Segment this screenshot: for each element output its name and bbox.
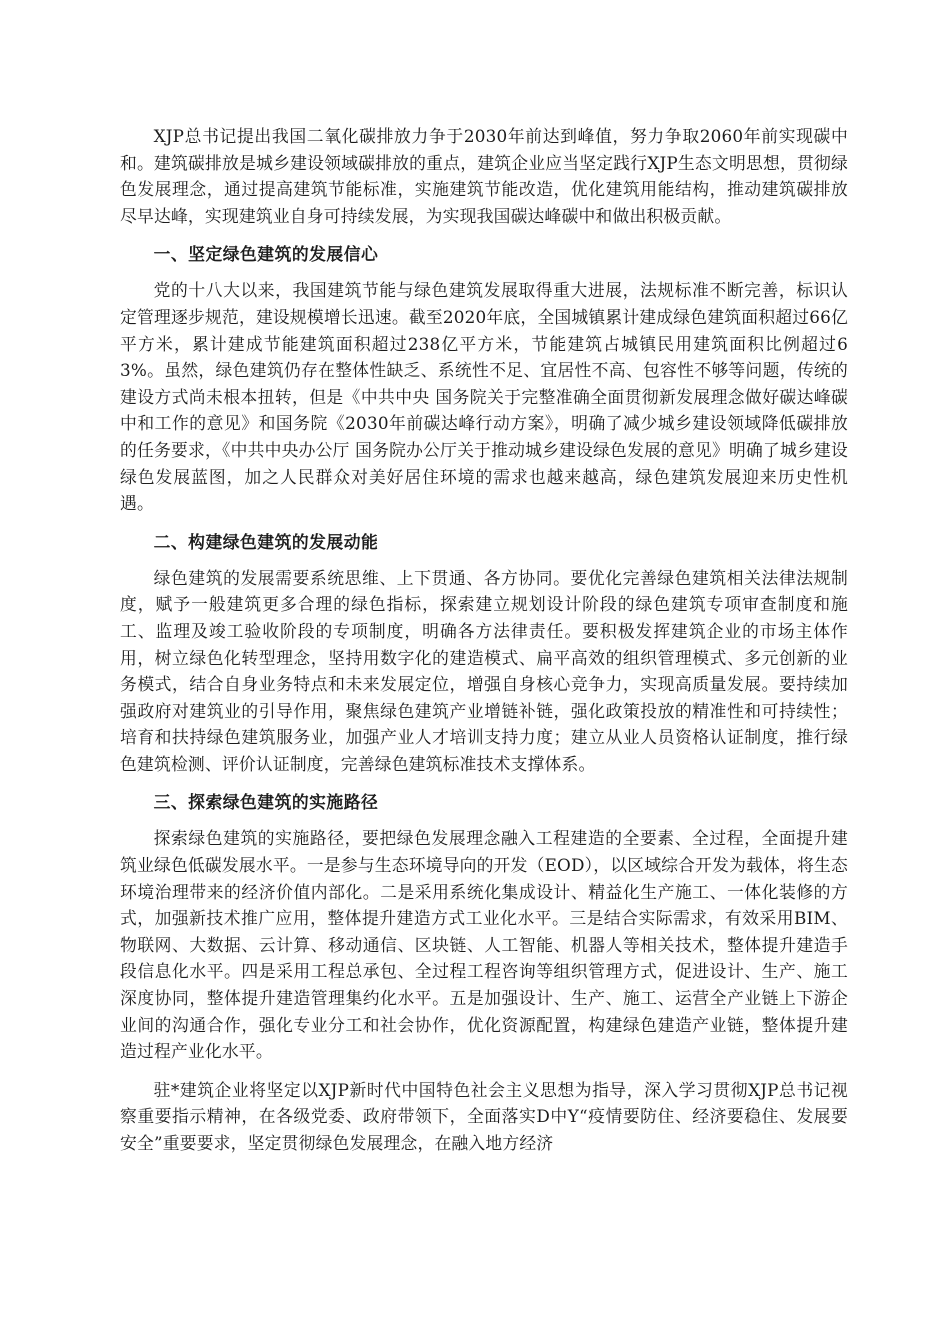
document-body bbox=[120, 123, 848, 1157]
section-heading-2: 二、构建绿色建筑的发展动能 bbox=[153, 531, 379, 552]
section-paragraph-1: 党的十八大以来，我国建筑节能与绿色建筑发展取得重大进展，法规标准不断完善，标识认定管理逐步规范，建设规模增长迅速。截至2020年底，全国城镇累计建成绿色建筑面积超过66亿平方米，累计建成节能建筑面积超过238亿平方米，节能建筑占城镇民用建筑面积比例超过63%。虽然，绿色建筑仍存在整体性缺乏、系统性不足、宜居性不高、包容性不够等问题，传统的建设方式尚未根本扭转，但是《中共中央 国务院关于完整准确全面贯彻新发展理念做好碳达峰碳中和工作的意见》和国务院《2030年前碳达峰行动方案》，明确了减少城乡建设领域降低碳排放的任务要求，《中共中央办公厅 国务院办公厅关于推动城乡建设绿色发展的意见》明确了城乡建设绿色发展蓝图，加之人民群众对美好居住环境的需求也越来越高，绿色建筑发展迎来历史性机遇。 bbox=[120, 280, 848, 514]
section-heading-3: 三、探索绿色建筑的实施路径 bbox=[153, 792, 379, 813]
section-paragraph-3: 探索绿色建筑的实施路径，要把绿色发展理念融入工程建造的全要素、全过程，全面提升建筑业绿色低碳发展水平。一是参与生态环境导向的开发（EOD），以区域综合开发为载体，将生态环境治理带来的经济价值内部化。二是采用系统化集成设计、精益化生产施工、一体化装修的方式，加强新技术推广应用，整体提升建造方式工业化水平。三是结合实际需求，有效采用BIM、物联网、大数据、云计算、移动通信、区块链、人工智能、机器人等相关技术，整体提升建造手段信息化水平。四是采用工程总承包、全过程工程咨询等组织管理方式，促进设计、生产、施工深度协同，整体提升建造管理集约化水平。五是加强设计、生产、施工、运营全产业链上下游企业间的沟通合作，强化专业分工和社会协作，优化资源配置，构建绿色建造产业链，整体提升建造过程产业化水平。 bbox=[120, 828, 848, 1062]
section-heading-1: 一、坚定绿色建筑的发展信心 bbox=[153, 244, 379, 265]
intro-paragraph: XJP总书记提出我国二氧化碳排放力争于2030年前达到峰值，努力争取2060年前实现碳中和。建筑碳排放是城乡建设领域碳排放的重点，建筑企业应当坚定践行XJP生态文明思想，贯彻绿色发展理念，通过提高建筑节能标准，实施建筑节能改造，优化建筑用能结构，推动建筑碳排放尽早达峰，实现建筑业自身可持续发展，为实现我国碳达峰碳中和做出积极贡献。 bbox=[120, 126, 848, 226]
closing-paragraph: 驻*建筑企业将坚定以XJP新时代中国特色社会主义思想为指导，深入学习贯彻XJP总书记视察重要指示精神，在各级党委、政府带领下，全面落实D中Y“疫情要防住、经济要稳住、发展要安全”重要要求，坚定贯彻绿色发展理念，在融入地方经济 bbox=[120, 1079, 848, 1153]
section-paragraph-2: 绿色建筑的发展需要系统思维、上下贯通、各方协同。要优化完善绿色建筑相关法律法规制度，赋予一般建筑更多合理的绿色指标，探索建立规划设计阶段的绿色建筑专项审查制度和施工、监理及竣工验收阶段的专项制度，明确各方法律责任。要积极发挥建筑企业的市场主体作用，树立绿色化转型理念，坚持用数字化的建造模式、扁平高效的组织管理模式、多元创新的业务模式，结合自身业务特点和未来发展定位，增强自身核心竞争力，实现高质量发展。要持续加强政府对建筑业的引导作用，聚焦绿色建筑产业增链补链，强化政策投放的精准性和可持续性；培育和扶持绿色建筑服务业，加强产业人才培训支持力度；建立从业人员资格认证制度，推行绿色建筑检测、评价认证制度，完善绿色建筑标准技术支撑体系。 bbox=[120, 567, 848, 774]
